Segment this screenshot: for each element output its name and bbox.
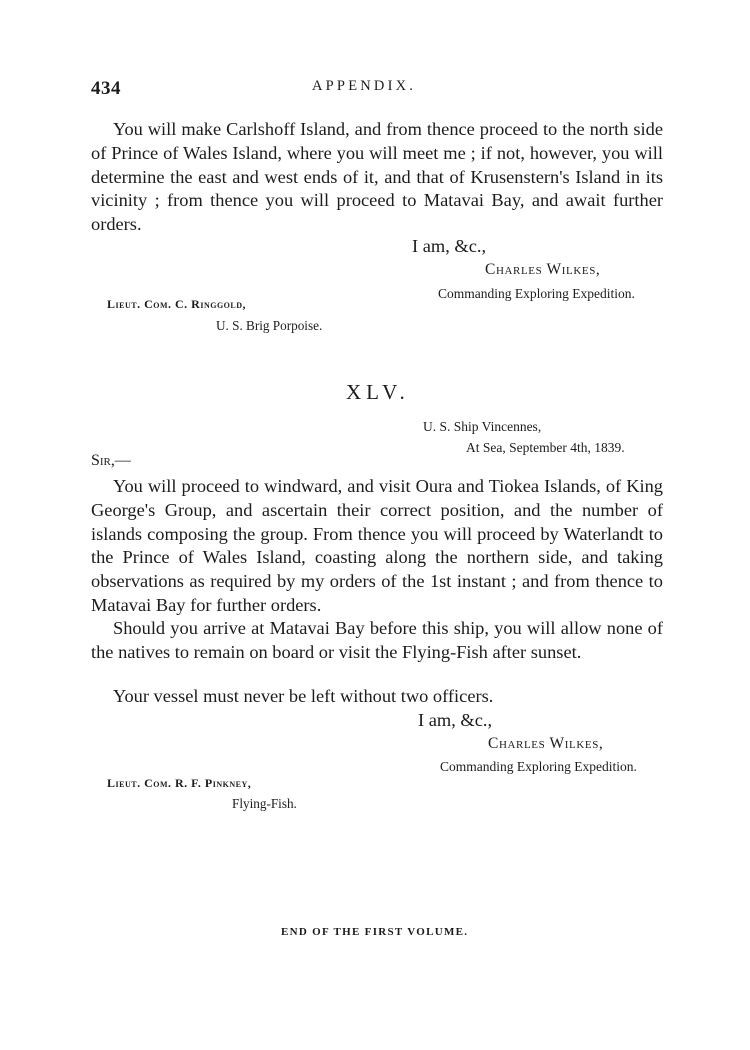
running-head: APPENDIX. [312,78,417,94]
letter-2-addressee-vessel: Flying-Fish. [232,796,297,811]
letter-2-paragraph-3-text: Your vessel must never be left without two officers. [113,686,494,706]
letter-2-signature-name: Charles Wilkes, [488,735,604,752]
letter-2-salutation: Sir,— [91,452,131,469]
letter-2-paragraph-2 [91,617,663,665]
letter-1-addressee-vessel: U. S. Brig Porpoise. [216,318,323,333]
letter-2-signature-title: Commanding Exploring Expedition. [440,759,637,774]
letter-2-location-line-1: U. S. Ship Vincennes, [423,419,542,434]
letter-2-paragraph-1 [91,475,663,618]
letter-1-body-text: You will make Carlshoff Island, and from thence proceed to the north side of Prince of Wales Island, where you will meet me ; if not, however, you will determine the east and west ends of it, and that of Krusenstern's Island in its vicinity ; from thence you will proceed to Matavai Bay, and await further orders. [91,119,663,235]
end-of-volume-note: END OF THE FIRST VOLUME. [281,926,469,938]
letter-2-addressee-name: Lieut. Com. R. F. Pinkney, [107,776,252,790]
letter-2-closing: I am, &c., [418,710,493,730]
letter-1-signature-title: Commanding Exploring Expedition. [438,286,635,301]
section-number: XLV. [346,380,410,404]
letter-2-location-line-2: At Sea, September 4th, 1839. [466,440,625,455]
letter-1-body [91,118,663,237]
letter-2-paragraph-1-text: You will proceed to windward, and visit Oura and Tiokea Islands, of King George's Group, and ascertain their correct position, and the number of islands composing the group. From thence you will proceed by Waterlandt to the Prince of Wales Island, coasting along the northern side, and taking observations as required by my orders of the 1st instant ; and from thence to Matavai Bay for further orders. [91,476,663,615]
letter-1-closing: I am, &c., [412,236,487,256]
letter-1-signature-name: Charles Wilkes, [485,261,601,278]
letter-2-paragraph-2-text: Should you arrive at Matavai Bay before this ship, you will allow none of the natives to remain on board or visit the Flying-Fish after sunset. [91,618,663,662]
page-number: 434 [91,78,121,99]
letter-2-paragraph-3 [91,685,663,709]
letter-1-addressee-name: Lieut. Com. C. Ringgold, [107,297,247,311]
